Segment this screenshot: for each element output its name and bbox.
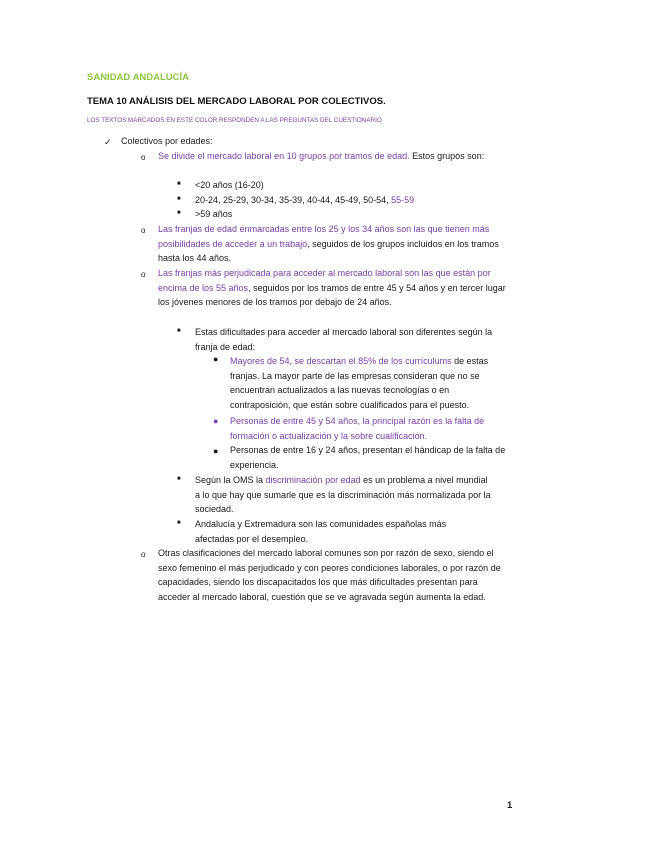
dot-bullet-icon: ●	[213, 416, 219, 426]
item-text: Según la OMS la	[195, 475, 266, 485]
document-title: TEMA 10 ANÁLISIS DEL MERCADO LABORAL POR COLECTIVOS.	[87, 96, 386, 107]
difficulty-45-54: Personas de entre 45 y 54 años, la principal razón es la falta de formación o actualización y la sobre cualificación.	[230, 416, 485, 441]
square-bullet-icon: ■	[177, 520, 181, 526]
age-range-item: >59 años	[195, 209, 233, 219]
organization-heading: SANIDAD ANDALUCÍA	[87, 72, 190, 83]
square-bullet-icon: ■	[177, 196, 181, 202]
age-range-item: <20 años (16-20)	[195, 180, 264, 190]
highlighted-text: 55-59	[391, 195, 415, 205]
highlighted-text: Mayores de 54, se descartan el 85% de los currículums	[230, 356, 452, 366]
item-text: Estos grupos son:	[409, 151, 485, 161]
square-bullet-icon: ■	[177, 210, 181, 216]
dot-bullet-icon: ●	[213, 354, 219, 364]
list-item-other-classifications: Otras clasificaciones del mercado laboral comunes son por razón de sexo, siendo el sexo femenino el más perjudicado y con peores condiciones laborales, o por razón de capacidades, siendo los discapacitados los que más dificultades presentan para acceder al mercado laboral, cuestión que se ve agravada según aumenta la edad.	[158, 548, 501, 602]
list-item-best-access	[158, 222, 512, 266]
difficulty-over-54	[230, 354, 510, 412]
item-text: es un problema a nivel mundial a lo que hay que sumarle que es la discriminación más normalizada por la sociedad.	[195, 475, 491, 515]
dot-bullet-icon: ●	[213, 446, 219, 456]
item-text: de estas franjas. La mayor parte de las empresas consideran que no se encuentran actualizados a las nuevas tecnologías o en contraposición, que están sobre cualificados para el puesto.	[230, 356, 489, 410]
item-text: , seguidos de los grupos incluidos en los tramos hasta los 44 años.	[158, 238, 499, 264]
sub-item-difficulties: Estas dificultades para acceder al mercado laboral son diferentes según la franja de edad:	[195, 327, 493, 352]
square-bullet-icon: ■	[177, 328, 181, 334]
highlighted-text: Las franjas de edad enmarcadas entre los 25 y los 34 años son las que tienen más posibilidades de acceder a un trabajo	[158, 224, 490, 249]
bullet-o-icon: o	[141, 153, 146, 162]
checkmark-icon: ✓	[104, 137, 112, 147]
bullet-o-icon: o	[141, 270, 146, 279]
square-bullet-icon: ■	[177, 181, 181, 187]
highlighted-text: Las franjas más perjudicada para acceder al mercado laboral son las que están por encima de los 55 años	[158, 268, 491, 293]
age-range-item	[195, 193, 414, 208]
age-range-text: 20-24, 25-29, 30-34, 35-39, 40-44, 45-49, 50-54,	[195, 195, 392, 205]
highlighted-text: Se divide el mercado laboral en 10 grupos por tramos de edad.	[158, 151, 410, 161]
list-item-age-groups	[158, 149, 514, 164]
bullet-o-icon: o	[141, 550, 146, 559]
list-item-most-affected	[158, 266, 508, 310]
highlighted-text: discriminación por edad	[265, 475, 361, 485]
difficulty-16-24: Personas de entre 16 y 24 años, presentan el hándicap de la falta de experiencia.	[230, 445, 506, 470]
sub-item-regions: Andalucía y Extremadura son las comunidades españolas más afectadas por el desempleo.	[195, 519, 447, 544]
page-number: 1	[507, 800, 513, 811]
square-bullet-icon: ■	[177, 476, 181, 482]
section-label: Colectivos por edades:	[121, 136, 213, 146]
color-legend-note: LOS TEXTOS MARCADOS EN ESTE COLOR RESPONDEN A LAS PREGUNTAS DEL CUESTIONARIO	[87, 117, 382, 124]
bullet-o-icon: o	[141, 226, 146, 235]
item-text: , seguidos por los tramos de entre 45 y 54 años y en tercer lugar los jóvenes menores de los tramos por debajo de 24 años.	[158, 282, 506, 308]
sub-item-oms	[195, 473, 495, 517]
